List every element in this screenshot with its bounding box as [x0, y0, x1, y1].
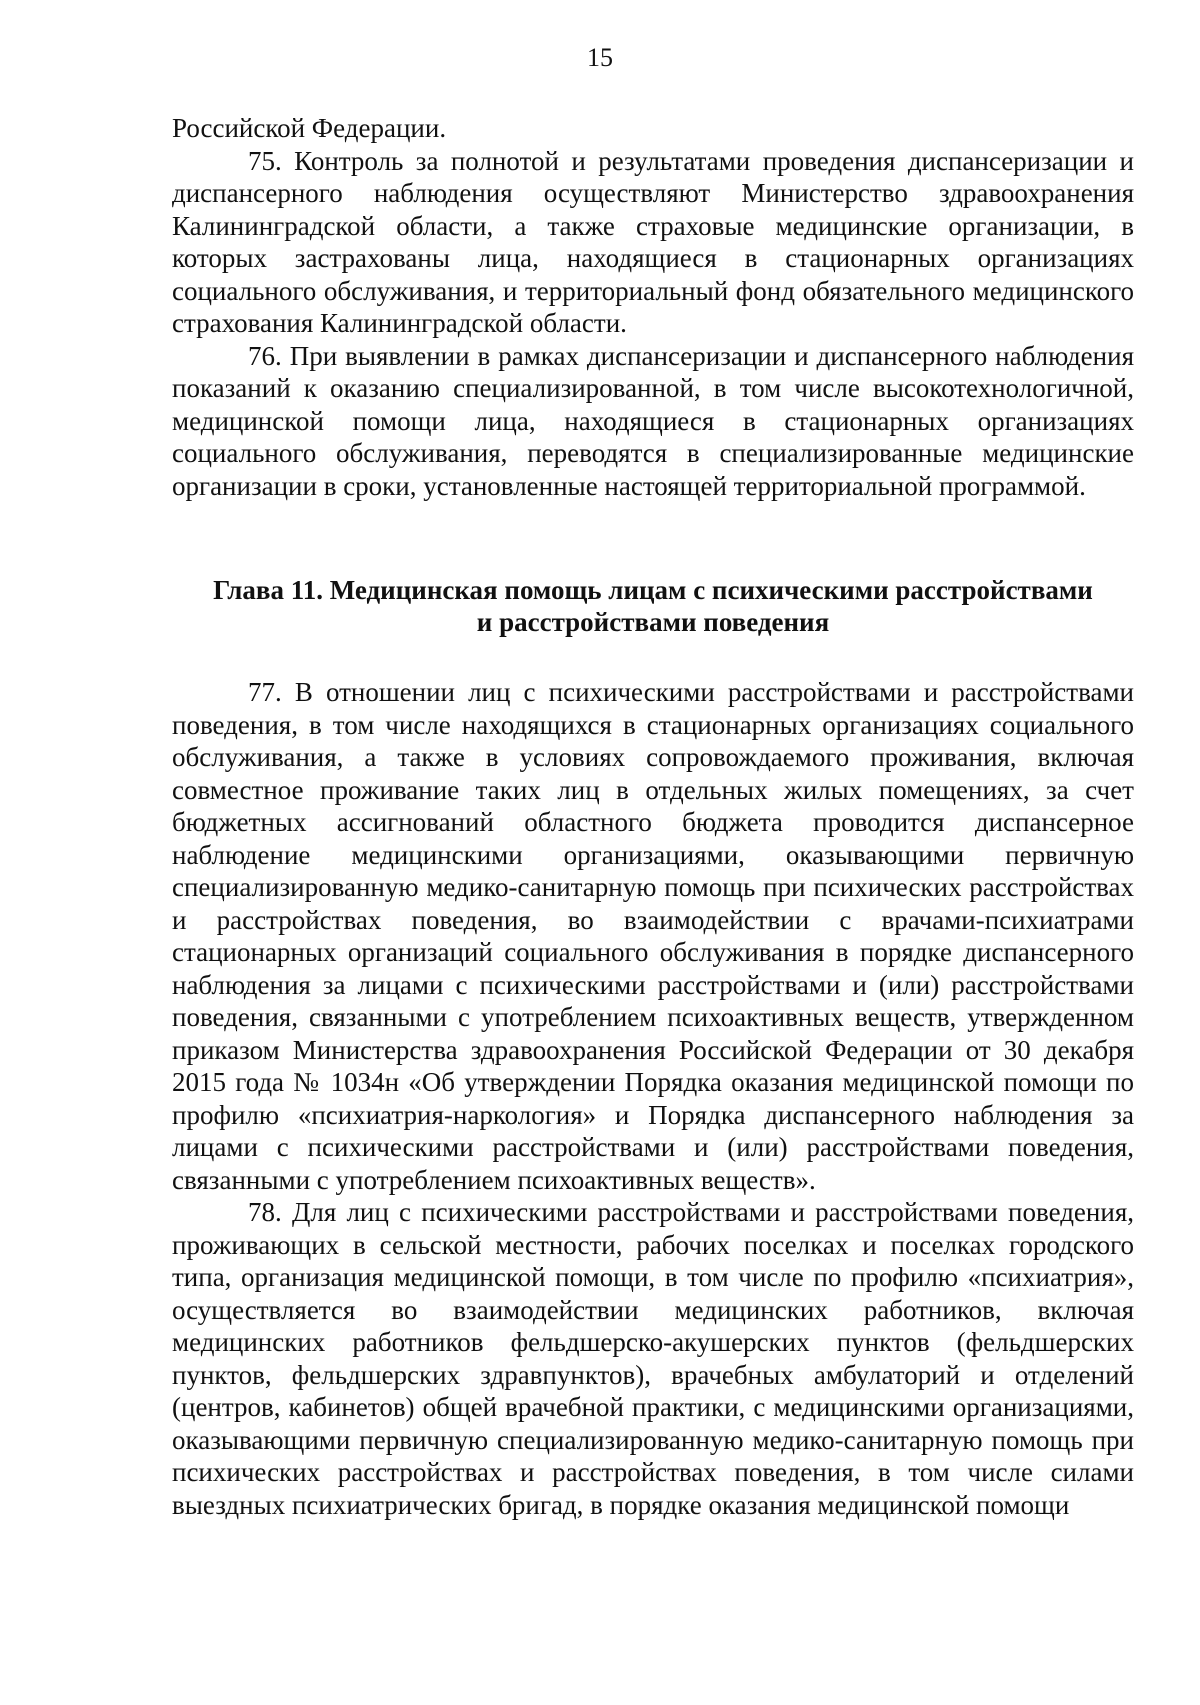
chapter-heading-line-2: и расстройствами поведения	[476, 607, 830, 637]
paragraph-75: 75. Контроль за полнотой и результатами проведения диспансеризации и диспансерного наблюдения осуществляют Министерство здравоохранения Калининградской области, а также страховые медицинские организации, в которых застрахованы лица, находящиеся в стационарных организациях социального обслуживания, и территориальный фонд обязательного медицинского страхования Калининградской области.	[172, 145, 1134, 338]
paragraph-77: 77. В отношении лиц с психическими расстройствами и расстройствами поведения, в том числе находящихся в стационарных организациях социального обслуживания, а также в условиях сопровождаемого проживания, включая совместное проживание таких лиц в отдельных жилых помещениях, за счет бюджетных ассигнований областного бюджета проводится диспансерное наблюдение медицинскими организациями, оказывающими первичную специализированную медико-санитарную помощь при психических расстройствах и расстройствах поведения, во взаимодействии с врачами-психиатрами стационарных организаций социального обслуживания в порядке диспансерного наблюдения за лицами с психическими расстройствами и (или) расстройствами поведения, связанными с употреблением психоактивных веществ, утвержденном приказом Министерства здравоохранения Российской Федерации от 30 декабря 2015 года № 1034н «Об утверждении Порядка оказания медицинской помощи по профилю «психиатрия-наркология» и Порядка диспансерного наблюдения за лицами с психическими расстройствами и (или) расстройствами поведения, связанными с употреблением психоактивных веществ».	[172, 677, 1134, 1195]
paragraph-78: 78. Для лиц с психическими расстройствами и расстройствами поведения, проживающих в сельской местности, рабочих поселках и поселках городского типа, организация медицинской помощи, в том числе по профилю «психиатрия», осуществляется во взаимодействии медицинских работников, включая медицинских работников фельдшерско-акушерских пунктов (фельдшерских пунктов, фельдшерских здравпунктов), врачебных амбулаторий и отделений (центров, кабинетов) общей врачебной практики, с медицинскими организациями, оказывающими первичную специализированную медико-санитарную помощь при психических расстройствах и расстройствах поведения, в том числе силами выездных психиатрических бригад, в порядке оказания медицинской помощи	[172, 1197, 1134, 1520]
page-number: 15	[587, 43, 613, 72]
chapter-heading	[172, 574, 1134, 638]
paragraph-continuation: Российской Федерации.	[172, 113, 447, 143]
paragraph-76: 76. При выявлении в рамках диспансеризации и диспансерного наблюдения показаний к оказанию специализированной, в том числе высокотехнологичной, медицинской помощи лица, находящиеся в стационарных организациях социального обслуживания, переводятся в специализированные медицинские организации в сроки, установленные настоящей территориальной программой.	[172, 340, 1134, 501]
text-block-top	[172, 112, 1134, 502]
chapter-heading-line-1: Глава 11. Медицинская помощь лицам с психическими расстройствами	[213, 575, 1093, 605]
text-block-bottom	[172, 676, 1134, 1521]
